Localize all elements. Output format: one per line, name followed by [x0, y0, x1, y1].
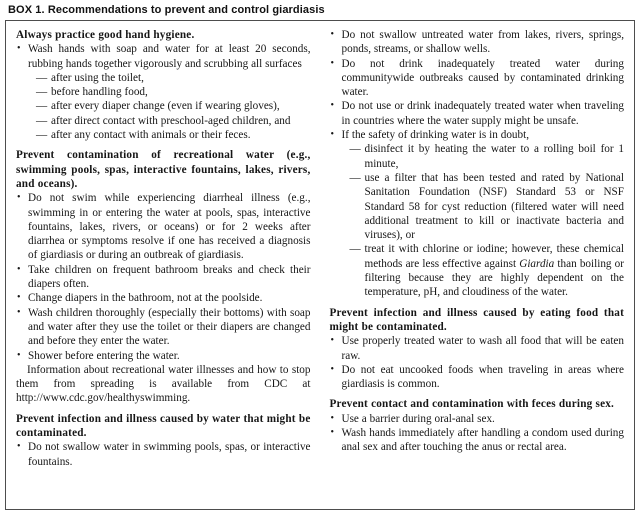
bullet-marker: • [330, 427, 335, 439]
item-text: Do not drink inadequately treated water during communitywide outbreaks caused by contaminated drinking water. [341, 57, 624, 99]
bullet-marker: • [330, 57, 335, 69]
bullet-item [16, 263, 311, 292]
bullet-marker: • [17, 349, 21, 361]
dash-subitem [350, 171, 625, 242]
section-heading: Prevent contact and contamination with feces during sex. [329, 398, 615, 411]
dash-subitem [36, 85, 311, 99]
section-heading: Prevent infection and illness caused by water that might be contaminated. [16, 412, 311, 440]
bullet-item [16, 440, 311, 469]
bullet-item [330, 412, 625, 426]
bullet-marker: • [330, 29, 335, 40]
dash-marker: — [36, 71, 48, 84]
bullet-marker: • [330, 100, 335, 112]
item-text: Use a barrier during oral-anal sex. [341, 412, 495, 425]
box-title: BOX 1. Recommendations to prevent and control giardiasis [8, 4, 325, 16]
dash-subitem [36, 99, 311, 113]
item-text: use a filter that has been tested and rated by National Sanitation Foundation (NSF) Standard 53 or NSF Standard 58 for cyst reduction (filtered water will need additional treatment to kill or inactivate bacteria and viruses), or [364, 171, 624, 242]
dash-marker: — [349, 171, 361, 184]
bullet-marker: • [17, 263, 21, 275]
dash-marker: — [36, 114, 48, 127]
bullet-marker: • [330, 335, 335, 347]
item-text: Do not swallow water in swimming pools, spas, or interactive fountains. [28, 441, 311, 468]
bullet-item [330, 426, 625, 455]
bullet-marker: • [17, 306, 21, 318]
dash-marker: — [36, 86, 48, 99]
item-text-segment: treat it with chlorine or iodine; however, these chemical methods are less effective against [364, 243, 624, 270]
bullet-item [16, 42, 311, 142]
section [16, 28, 311, 142]
bullet-item [16, 306, 311, 349]
bullet-marker: • [330, 363, 335, 375]
item-text: before handling food, [51, 86, 148, 99]
item-text: after any contact with animals or their feces. [51, 129, 251, 142]
bullet-marker: • [330, 129, 335, 141]
item-text: after direct contact with preschool-aged children, and [51, 114, 291, 127]
item-text: Do not eat uncooked foods when traveling in areas where giardiasis is common. [341, 363, 624, 391]
bullet-item [330, 334, 625, 363]
section-note: Information about recreational water illnesses and how to stop them from spreading is available from CDC at http://www.cdc.gov/healthyswimming. [16, 363, 311, 405]
item-text: Wash hands immediately after handling a condom used during anal sex and after touching the anus or rectal area. [341, 427, 624, 454]
dash-marker: — [349, 243, 361, 256]
dash-marker: — [349, 143, 361, 156]
item-text: Change diapers in the bathroom, not at the poolside. [28, 292, 263, 305]
item-text-segment: than boiling or filtering because they are highly dependent on the temperature, pH, and cloudiness of the water. [364, 257, 624, 299]
item-text: Wash hands with soap and water for at least 20 seconds, rubbing hands together vigorously and scrubbing all surfaces [28, 43, 311, 70]
section [330, 306, 625, 392]
dash-subitem [350, 142, 625, 171]
dash-subitem [36, 128, 311, 142]
item-text: Take children on frequent bathroom breaks and check their diapers often. [28, 263, 311, 291]
bullet-marker: • [17, 192, 21, 204]
item-text: Shower before entering the water. [28, 349, 180, 362]
bullet-item [16, 191, 311, 262]
dash-subitem [36, 71, 311, 85]
dash-marker: — [36, 100, 48, 113]
bullet-item [330, 28, 625, 57]
bullet-item [16, 349, 311, 363]
item-text: Wash children thoroughly (especially their bottoms) with soap and water after they use the toilet or their diapers are changed and before they enter the water. [28, 306, 311, 348]
item-text: after using the toilet, [51, 71, 144, 84]
item-text: If the safety of drinking water is in doubt, [341, 129, 530, 142]
bullet-marker: • [17, 43, 21, 55]
bullet-marker: • [330, 412, 335, 424]
dash-subitem [350, 242, 625, 299]
bullet-item [330, 363, 625, 392]
bullet-item [330, 99, 625, 128]
section [330, 28, 625, 300]
item-text: disinfect it by heating the water to a rolling boil for 1 minute, [364, 143, 624, 170]
section-heading: Prevent infection and illness caused by eating food that might be contaminated. [329, 306, 624, 333]
left-column [16, 28, 311, 505]
recommendations-box [5, 20, 635, 510]
dash-marker: — [36, 129, 48, 142]
bullet-item [330, 128, 625, 300]
bullet-marker: • [17, 292, 21, 304]
bullet-marker: • [17, 441, 21, 453]
section-heading: Always practice good hand hygiene. [16, 29, 195, 41]
section [16, 148, 311, 405]
item-text: Do not use or drink inadequately treated water when traveling in countries where the water supply might be unsafe. [341, 100, 624, 127]
item-text: Do not swim while experiencing diarrheal illness (e.g., swimming in or entering the water at pools, spas, interactive fountains, lakes, rivers, or oceans) or for 2 weeks after diarrhea or symptoms resolve if one has received a diagnosis of giardiasis or during an outbreak of giardiasis. [28, 192, 311, 262]
item-text: Do not swallow untreated water from lakes, rivers, springs, ponds, streams, or shallow wells. [341, 29, 624, 56]
bullet-item [330, 57, 625, 100]
item-text: Use properly treated water to wash all food that will be eaten raw. [341, 335, 624, 362]
bullet-item [16, 291, 311, 305]
dash-subitem [36, 114, 311, 128]
right-column [330, 28, 625, 505]
section [16, 412, 311, 469]
section-heading: Prevent contamination of recreational water (e.g., swimming pools, spas, interactive fountains, lakes, rivers, and oceans). [16, 149, 311, 190]
italic-term: Giardia [519, 257, 555, 270]
section [330, 397, 625, 454]
item-text: after every diaper change (even if wearing gloves), [51, 100, 280, 113]
